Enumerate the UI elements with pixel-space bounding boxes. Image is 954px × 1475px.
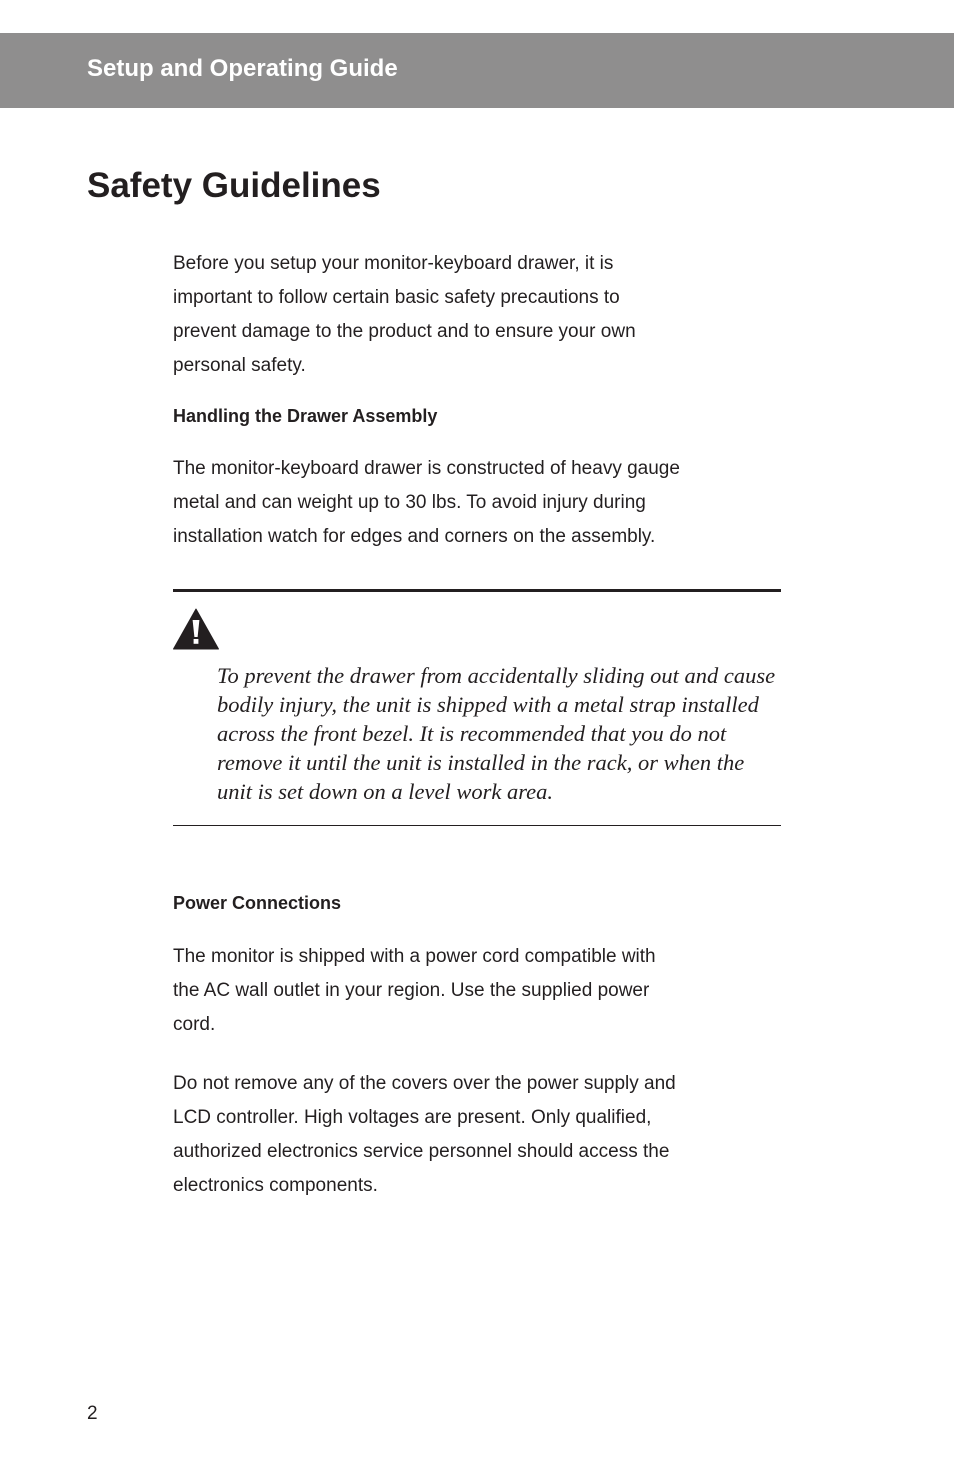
power-line: the AC wall outlet in your region. Use the supplied power bbox=[173, 980, 650, 1001]
intro-line: Before you setup your monitor-keyboard drawer, it is bbox=[173, 253, 614, 274]
power-line: electronics components. bbox=[173, 1175, 378, 1196]
warning-top-rule bbox=[173, 589, 781, 592]
warning-triangle-icon bbox=[173, 608, 219, 650]
intro-line: prevent damage to the product and to ensure your own bbox=[173, 321, 636, 342]
warning-line: bodily injury, the unit is shipped with a metal strap installed bbox=[217, 692, 759, 717]
handling-paragraph bbox=[173, 452, 788, 554]
warning-bottom-rule bbox=[173, 825, 781, 826]
warning-line: unit is set down on a level work area. bbox=[217, 779, 554, 804]
power-line: LCD controller. High voltages are present. Only qualified, bbox=[173, 1107, 652, 1128]
power-section bbox=[173, 893, 788, 914]
warning-text bbox=[217, 661, 787, 806]
power-paragraph-2 bbox=[173, 1067, 788, 1203]
page-title: Safety Guidelines bbox=[87, 166, 381, 205]
power-line: The monitor is shipped with a power cord compatible with bbox=[173, 946, 656, 967]
handling-section bbox=[173, 406, 788, 427]
warning-line: To prevent the drawer from accidentally sliding out and cause bbox=[217, 663, 776, 688]
power-line: authorized electronics service personnel should access the bbox=[173, 1141, 670, 1162]
intro-line: personal safety. bbox=[173, 355, 306, 376]
handling-line: installation watch for edges and corners on the assembly. bbox=[173, 526, 656, 547]
document-header-title: Setup and Operating Guide bbox=[87, 55, 398, 82]
power-line: cord. bbox=[173, 1014, 216, 1035]
intro-line: important to follow certain basic safety precautions to bbox=[173, 287, 620, 308]
warning-line: across the front bezel. It is recommended that you do not bbox=[217, 721, 727, 746]
power-heading: Power Connections bbox=[173, 893, 342, 913]
intro-paragraph bbox=[173, 247, 788, 383]
handling-line: metal and can weight up to 30 lbs. To avoid injury during bbox=[173, 492, 646, 513]
page-number: 2 bbox=[87, 1403, 98, 1424]
power-line: Do not remove any of the covers over the power supply and bbox=[173, 1073, 676, 1094]
power-paragraph-1 bbox=[173, 940, 788, 1042]
warning-line: remove it until the unit is installed in the rack, or when the bbox=[217, 750, 745, 775]
handling-line: The monitor-keyboard drawer is constructed of heavy gauge bbox=[173, 458, 680, 479]
handling-heading: Handling the Drawer Assembly bbox=[173, 406, 438, 426]
